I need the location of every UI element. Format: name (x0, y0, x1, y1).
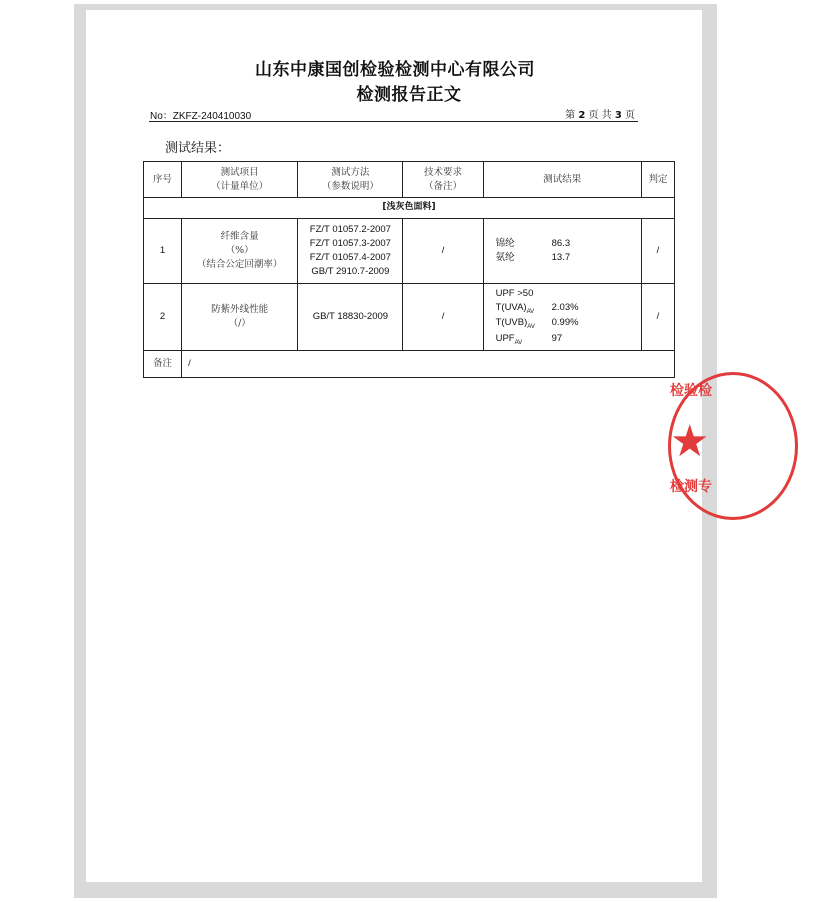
row-methods (298, 219, 403, 284)
remark-value: / (182, 351, 675, 378)
report-number: No：ZKFZ-240410030 (150, 111, 252, 122)
row-judgment: / (641, 284, 674, 351)
uvb-label: T(UVB) (495, 317, 528, 329)
sample-row (144, 198, 675, 219)
row-item (182, 219, 298, 284)
result-value: 13.7 (551, 252, 571, 263)
uva-sub: AV (526, 308, 535, 315)
header-requirement-sub: （备注） (424, 180, 463, 192)
stamp-bottom-text: 检测专 (670, 479, 712, 495)
section-title: 测试结果： (165, 141, 231, 156)
row-item-label: 纤维含量 (220, 231, 259, 243)
table-row (144, 284, 675, 351)
company-title: 山东中康国创检验检测中心有限公司 (255, 60, 535, 80)
upfav-sub: AV (514, 339, 523, 346)
document-title: 检测报告正文 (356, 85, 462, 105)
result-value: 86.3 (551, 238, 571, 250)
row-method: GB/T 18830-2009 (298, 284, 403, 351)
header-judgment: 判定 (641, 162, 674, 198)
row-item (182, 284, 298, 351)
page-indicator (565, 106, 635, 121)
header-method (298, 162, 403, 198)
method-line: GB/T 2910.7-2009 (311, 265, 390, 277)
upf-line: UPF >50 (495, 287, 534, 299)
row-item-label: 防紫外线性能 (211, 304, 269, 316)
header-method-label: 测试方法 (331, 166, 370, 178)
uva-label: T(UVA) (495, 301, 527, 313)
page-suffix: 页 (625, 110, 635, 121)
header-item-sub: （计量单位） (211, 180, 269, 192)
row-item-unit: （%） (225, 245, 254, 257)
header-requirement-label: 技术要求 (424, 166, 463, 178)
uva-value: 2.03% (551, 301, 579, 313)
uvb-line (496, 316, 639, 332)
uvb-sub: AV (527, 323, 535, 330)
row-seq: 2 (144, 284, 182, 351)
remark-row (144, 351, 675, 378)
result-name: 锦纶 (495, 238, 515, 250)
row-results (483, 219, 641, 284)
result-name: 氨纶 (495, 252, 515, 263)
upfav-line (496, 332, 639, 348)
header-seq: 序号 (144, 162, 182, 198)
results-table (143, 161, 675, 378)
upfav-label: UPF (495, 332, 515, 344)
result-line (496, 237, 639, 251)
row-requirement: / (403, 284, 483, 351)
header-rule (149, 121, 638, 122)
header-requirement (403, 162, 483, 198)
method-line: FZ/T 01057.2-2007 (309, 224, 391, 236)
header-item (182, 162, 298, 198)
page-current: 2 (578, 110, 586, 121)
method-line: FZ/T 01057.4-2007 (309, 252, 391, 263)
remark-label: 备注 (144, 351, 182, 378)
page-total: 3 (614, 110, 622, 121)
stamp-top-text: 检验检 (670, 383, 712, 399)
row-judgment: / (641, 219, 674, 284)
star-icon: ★ (670, 416, 710, 467)
row-seq: 1 (144, 219, 182, 284)
upfav-value: 97 (551, 332, 563, 344)
uva-line (496, 301, 639, 317)
row-results (483, 284, 641, 351)
row-item-unit: （/） (228, 318, 251, 329)
official-stamp (668, 372, 712, 520)
header-result: 测试结果 (483, 162, 641, 198)
page-prefix: 第 (565, 110, 576, 121)
row-item-note: （结合公定回潮率） (196, 258, 283, 270)
header-method-sub: （参数说明） (321, 180, 379, 192)
uvb-value: 0.99% (551, 317, 579, 329)
row-requirement: / (403, 219, 483, 284)
result-line (496, 251, 639, 265)
table-row (144, 219, 675, 284)
sample-label: [浅灰色面料] (144, 198, 675, 219)
table-header-row (144, 162, 675, 198)
header-item-label: 测试项目 (220, 166, 259, 178)
method-line: FZ/T 01057.3-2007 (309, 238, 391, 250)
page-mid: 页 共 (588, 110, 612, 121)
